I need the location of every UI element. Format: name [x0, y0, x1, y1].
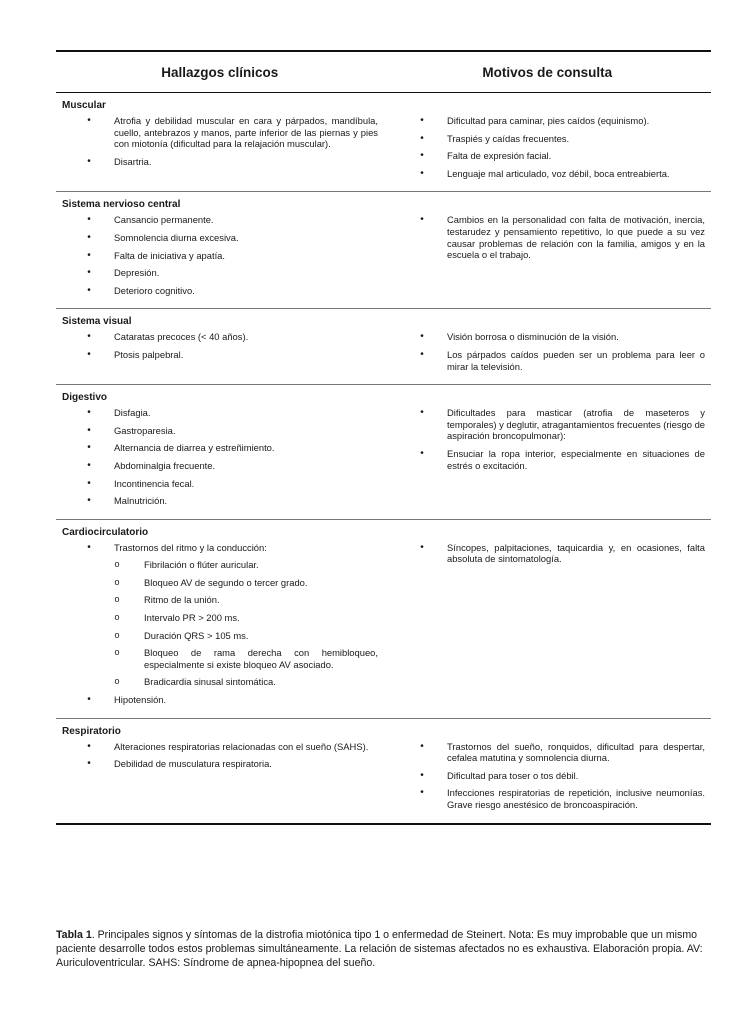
- section-title: Muscular: [62, 100, 106, 111]
- finding-text: Debilidad de musculatura respiratoria.: [114, 758, 272, 770]
- finding-item: [84, 460, 378, 472]
- bullet-icon: •: [87, 407, 91, 419]
- bullet-icon: •: [420, 769, 424, 781]
- bullet-icon: •: [87, 331, 91, 343]
- bullet-icon: •: [420, 541, 424, 553]
- section-title: Respiratorio: [62, 725, 121, 737]
- consultation-text: Cambios en la personalidad con falta de motivación, inercia, testarudez y pensamiento repetitivo, lo que puede a su vez causar problemas de relación con la familia, amigos y en la escuela o el trabajo.: [447, 214, 705, 261]
- finding-item: [84, 758, 378, 770]
- bullet-icon: •: [420, 447, 424, 459]
- finding-text: Falta de iniciativa y apatía.: [114, 249, 225, 261]
- finding-text: Malnutrición.: [114, 495, 168, 507]
- finding-item: [84, 267, 378, 279]
- finding-subitem: [84, 630, 378, 642]
- consultation-item: [417, 407, 705, 442]
- bullet-icon: •: [87, 155, 91, 167]
- consultation-text: Falta de expresión facial.: [447, 150, 552, 162]
- finding-subitem: [84, 577, 378, 589]
- finding-text: Cataratas precoces (< 40 años).: [114, 331, 249, 343]
- finding-subitem: [84, 612, 378, 624]
- table-section: [56, 385, 711, 519]
- consultation-item: [417, 214, 705, 260]
- subitem-text: Bradicardia sinusal sintomática.: [144, 676, 276, 688]
- finding-text: Ptosis palpebral.: [114, 348, 184, 360]
- bullet-icon: •: [87, 214, 91, 226]
- finding-text: Alteraciones respiratorias relacionadas con el sueño (SAHS).: [114, 740, 369, 752]
- consultation-column: [386, 542, 711, 712]
- consultation-text: Síncopes, palpitaciones, taquicardia y, en ocasiones, falta absoluta de sintomatología.: [447, 541, 705, 565]
- bullet-icon: •: [420, 167, 424, 179]
- bullet-icon: •: [87, 267, 91, 279]
- findings-column: [56, 115, 386, 185]
- finding-item: [84, 115, 378, 150]
- consultation-text: Trastornos del sueño, ronquidos, dificultad para despertar, cefalea matutina y somnolencia diurna.: [447, 740, 705, 764]
- section-columns: [56, 741, 711, 817]
- circle-bullet-icon: o: [114, 576, 120, 587]
- finding-item: [84, 232, 378, 244]
- finding-text: Disfagia.: [114, 407, 151, 419]
- finding-subitem: [84, 594, 378, 606]
- caption-text: . Principales signos y síntomas de la distrofia miotónica tipo 1 o enfermedad de Steinert. Nota: Es muy improbable que un mismo paciente desarrolle todos estos problemas simultáneamente. La relación de sistemas afectados no es exhaustiva. Elaboración propia. AV: Auriculoventricular. SAHS: Síndrome de apnea-hipopnea del sueño.: [56, 929, 703, 969]
- finding-item: [84, 741, 378, 753]
- consultation-item: [417, 168, 705, 180]
- circle-bullet-icon: o: [114, 612, 120, 623]
- finding-text: Alternancia de diarrea y estreñimiento.: [114, 442, 275, 454]
- subitem-text: Intervalo PR > 200 ms.: [144, 612, 240, 624]
- bullet-icon: •: [420, 214, 424, 226]
- consultation-text: Lenguaje mal articulado, voz débil, boca entreabierta.: [447, 167, 670, 179]
- consultation-text: Dificultades para masticar (atrofia de maseteros y temporales) y deglutir, atragantamientos frecuentes (riesgo de aspiración broncopulmonar):: [447, 407, 705, 442]
- consultation-text: Ensuciar la ropa interior, especialmente en situaciones de estrés o excitación.: [447, 447, 705, 471]
- bullet-icon: •: [420, 348, 424, 360]
- table-section: [56, 719, 711, 823]
- finding-item: [84, 478, 378, 490]
- section-title: Sistema nervioso central: [62, 199, 181, 211]
- finding-text: Depresión.: [114, 267, 160, 279]
- finding-text: Incontinencia fecal.: [114, 477, 195, 489]
- finding-item: [84, 694, 378, 706]
- circle-bullet-icon: o: [114, 629, 120, 640]
- consultation-item: [417, 349, 705, 372]
- finding-item: [84, 349, 378, 361]
- bullet-icon: •: [420, 331, 424, 343]
- findings-column: [56, 331, 386, 378]
- finding-text: Hipotensión.: [114, 694, 167, 706]
- consultation-item: [417, 741, 705, 764]
- finding-item: [84, 407, 378, 419]
- findings-table: [56, 50, 711, 825]
- finding-item: [84, 250, 378, 262]
- finding-item: [84, 495, 378, 507]
- bullet-icon: •: [87, 115, 91, 126]
- table-section: [56, 93, 711, 191]
- table-section: [56, 520, 711, 718]
- consultation-column: [386, 407, 711, 513]
- bullet-icon: •: [420, 150, 424, 162]
- consultation-text: Visión borrosa o disminución de la visión.: [447, 331, 619, 343]
- bullet-icon: •: [420, 115, 424, 126]
- table-header: [56, 52, 711, 92]
- header-motivos: Motivos de consulta: [482, 64, 613, 80]
- bullet-icon: •: [87, 249, 91, 261]
- finding-text: Deterioro cognitivo.: [114, 284, 195, 296]
- bullet-icon: •: [87, 495, 91, 507]
- finding-text: Trastornos del ritmo y la conducción:: [114, 541, 267, 553]
- bullet-icon: •: [87, 424, 91, 436]
- finding-text: Cansancio permanente.: [114, 214, 214, 226]
- circle-bullet-icon: o: [114, 559, 120, 570]
- consultation-item: [417, 331, 705, 343]
- finding-text: Disartria.: [114, 155, 152, 167]
- finding-subitem: [84, 647, 378, 670]
- bullet-icon: •: [87, 284, 91, 296]
- table-section: [56, 309, 711, 384]
- findings-column: [56, 741, 386, 817]
- circle-bullet-icon: o: [114, 676, 120, 687]
- header-hallazgos: Hallazgos clínicos: [161, 64, 279, 80]
- consultation-text: Infecciones respiratorias de repetición, inclusive neumonías. Grave riesgo anestésico de broncoaspiración.: [447, 787, 705, 810]
- consultation-text: Dificultad para caminar, pies caídos (equinismo).: [447, 115, 650, 126]
- consultation-column: [386, 115, 711, 185]
- table-section: [56, 192, 711, 308]
- table-caption: [56, 928, 726, 970]
- circle-bullet-icon: o: [114, 647, 120, 658]
- subitem-text: Fibrilación o flúter auricular.: [144, 559, 259, 571]
- bullet-icon: •: [87, 442, 91, 454]
- finding-text: Gastroparesia.: [114, 424, 176, 436]
- consultation-column: [386, 741, 711, 817]
- findings-column: [56, 542, 386, 712]
- finding-item: [84, 442, 378, 454]
- consultation-text: Dificultad para toser o tos débil.: [447, 769, 579, 781]
- subitem-text: Ritmo de la unión.: [144, 594, 220, 606]
- section-columns: [56, 331, 711, 378]
- table-bottom-rule: [56, 823, 711, 825]
- bullet-icon: •: [420, 132, 424, 144]
- section-columns: [56, 115, 711, 185]
- bullet-icon: •: [87, 740, 91, 752]
- finding-text: Atrofia y debilidad muscular en cara y párpados, mandíbula, cuello, antebrazos y manos, parte inferior de las piernas y pies con miotonía (dificultad para la relajación muscular).: [114, 115, 378, 150]
- consultation-item: [417, 150, 705, 162]
- consultation-item: [417, 542, 705, 565]
- section-title: Digestivo: [62, 392, 108, 404]
- bullet-icon: •: [87, 231, 91, 243]
- bullet-icon: •: [87, 459, 91, 471]
- caption-label: Tabla 1: [56, 929, 92, 941]
- finding-subitem: [84, 676, 378, 688]
- section-columns: [56, 542, 711, 712]
- finding-item: [84, 542, 378, 554]
- finding-subitem: [84, 559, 378, 571]
- finding-item: [84, 425, 378, 437]
- finding-item: [84, 285, 378, 297]
- consultation-column: [386, 214, 711, 302]
- findings-column: [56, 407, 386, 513]
- bullet-icon: •: [87, 348, 91, 360]
- section-title: Cardiocirculatorio: [62, 526, 149, 538]
- consultation-item: [417, 787, 705, 810]
- subitem-text: Bloqueo AV de segundo o tercer grado.: [144, 576, 308, 588]
- consultation-item: [417, 448, 705, 471]
- subitem-text: Bloqueo de rama derecha con hemibloqueo, especialmente si existe bloqueo AV asociado.: [144, 647, 378, 670]
- finding-item: [84, 331, 378, 343]
- consultation-item: [417, 115, 705, 127]
- consultation-text: Traspiés y caídas frecuentes.: [447, 132, 570, 144]
- section-columns: [56, 407, 711, 513]
- finding-text: Somnolencia diurna excesiva.: [114, 231, 239, 243]
- finding-item: [84, 156, 378, 168]
- consultation-text: Los párpados caídos pueden ser un problema para leer o mirar la televisión.: [447, 348, 705, 372]
- finding-item: [84, 214, 378, 226]
- bullet-icon: •: [87, 541, 91, 553]
- bullet-icon: •: [87, 758, 91, 770]
- consultation-item: [417, 133, 705, 145]
- consultation-item: [417, 770, 705, 782]
- subitem-text: Duración QRS > 105 ms.: [144, 629, 249, 641]
- circle-bullet-icon: o: [114, 594, 120, 605]
- section-columns: [56, 214, 711, 302]
- bullet-icon: •: [87, 477, 91, 489]
- bullet-icon: •: [87, 694, 91, 706]
- table-body: [56, 93, 711, 823]
- finding-text: Abdominalgia frecuente.: [114, 459, 216, 471]
- consultation-column: [386, 331, 711, 378]
- bullet-icon: •: [420, 407, 424, 419]
- findings-column: [56, 214, 386, 302]
- section-title: Sistema visual: [62, 316, 132, 328]
- bullet-icon: •: [420, 787, 424, 799]
- bullet-icon: •: [420, 740, 424, 752]
